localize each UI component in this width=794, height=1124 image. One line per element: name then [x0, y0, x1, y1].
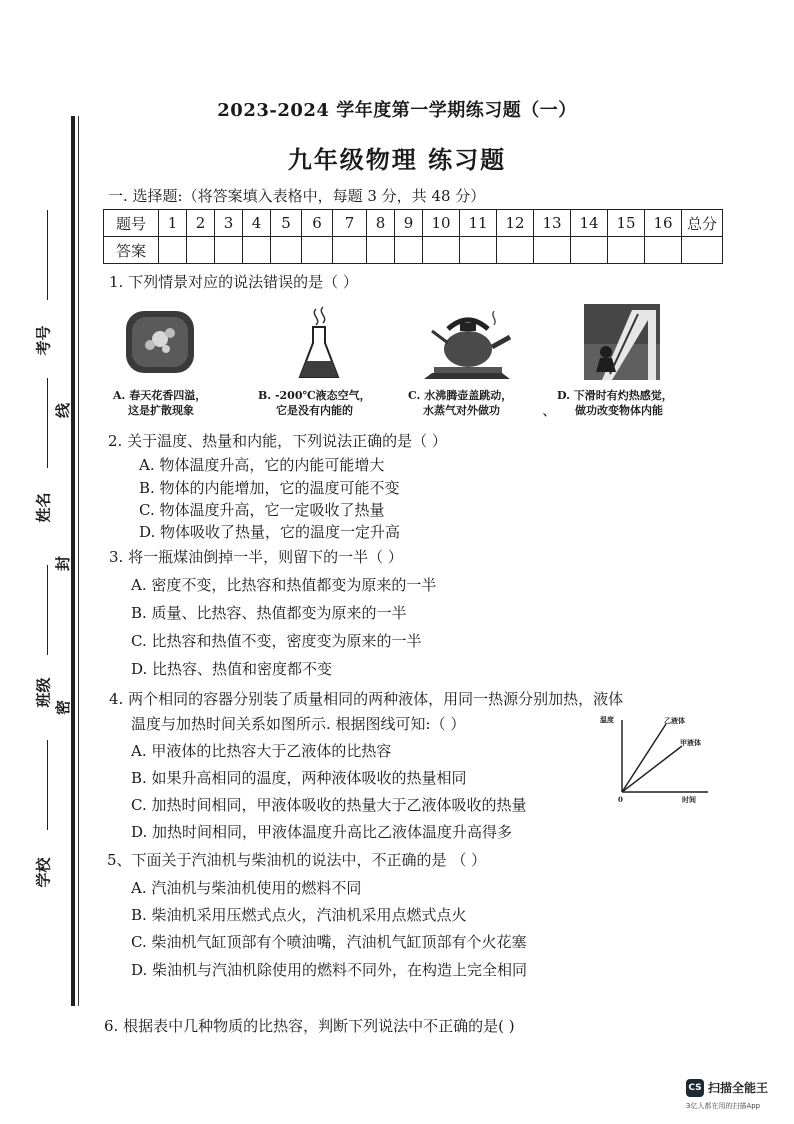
- name-underline: [47, 378, 48, 468]
- option-c-caption: [408, 388, 512, 418]
- answer-cell[interactable]: [608, 237, 645, 264]
- question-number: 4: [243, 210, 271, 237]
- caption-line: 这是扩散现象: [128, 404, 194, 417]
- total-score-cell[interactable]: [682, 237, 723, 264]
- answer-cell[interactable]: [243, 237, 271, 264]
- question-4-stem-line-2: 温度与加热时间关系如图所示. 根据图线可知:（ ）: [131, 715, 466, 733]
- row-label-answer: 答案: [104, 237, 159, 264]
- question-3-option-c: C. 比热容和热值不变，密度变为原来的一半: [131, 632, 422, 650]
- answer-cell[interactable]: [302, 237, 333, 264]
- flower-picture: [122, 305, 198, 377]
- question-5-option-b: B. 柴油机采用压燃式点火，汽油机采用点燃式点火: [131, 906, 467, 924]
- question-number: 3: [215, 210, 243, 237]
- answer-cell[interactable]: [645, 237, 682, 264]
- question-6-stem: 6. 根据表中几种物质的比热容，判断下列说法中不正确的是( ): [104, 1017, 515, 1035]
- question-number: 13: [534, 210, 571, 237]
- kettle-picture: [418, 303, 518, 383]
- question-number: 7: [333, 210, 367, 237]
- question-number: 15: [608, 210, 645, 237]
- question-number: 14: [571, 210, 608, 237]
- question-5-option-d: D. 柴油机与汽油机除使用的燃料不同外，在构造上完全相同: [131, 961, 528, 979]
- caption-line: 水蒸气对外做功: [423, 404, 500, 417]
- seal-mark-line: 线: [54, 402, 73, 419]
- question-2-option-a: A. 物体温度升高，它的内能可能增大: [139, 456, 385, 474]
- slide-picture: [582, 302, 662, 382]
- question-number: 16: [645, 210, 682, 237]
- scanner-app-name: 扫描全能王: [708, 1081, 769, 1095]
- option-b-caption: [258, 388, 371, 418]
- school-label: 学校: [34, 857, 53, 888]
- answer-cell[interactable]: [534, 237, 571, 264]
- scanner-app-tagline: 3亿人都在用的扫描App: [686, 1102, 761, 1110]
- question-4-option-c: C. 加热时间相同，甲液体吸收的热量大于乙液体吸收的热量: [131, 796, 527, 814]
- class-underline: [47, 565, 48, 655]
- exam-no-underline: [47, 210, 48, 300]
- x-axis-label: 时间: [682, 795, 696, 804]
- total-score-label: 总分: [682, 210, 723, 237]
- question-2-option-d: D. 物体吸收了热量，它的温度一定升高: [139, 523, 401, 541]
- caption-line: A. 春天花香四溢，: [113, 389, 207, 402]
- seal-mark-seal: 封: [54, 555, 73, 572]
- option-d-caption: [557, 388, 673, 418]
- question-2-stem: 2. 关于温度、热量和内能，下列说法正确的是（ ）: [108, 432, 447, 450]
- scanner-logo-icon: CS: [686, 1079, 704, 1097]
- stray-mark: 、: [543, 405, 554, 418]
- question-3-option-d: D. 比热容、热值和密度都不变: [131, 660, 333, 678]
- answer-cell[interactable]: [497, 237, 534, 264]
- caption-line: C. 水沸腾壶盖跳动，: [408, 389, 513, 402]
- question-4-option-b: B. 如果升高相同的温度，两种液体吸收的热量相同: [131, 769, 467, 787]
- row-label-number: 题号: [104, 210, 159, 237]
- answer-cell[interactable]: [460, 237, 497, 264]
- answer-cell[interactable]: [367, 237, 395, 264]
- answer-cell[interactable]: [333, 237, 367, 264]
- question-number: 1: [159, 210, 187, 237]
- question-number: 5: [271, 210, 302, 237]
- question-5-stem: 5、下面关于汽油机与柴油机的说法中，不正确的是 （ ）: [107, 851, 487, 869]
- caption-line: 做功改变物体内能: [575, 404, 663, 417]
- exam-no-label: 考号: [34, 325, 53, 356]
- caption-line: B. -200℃液态空气，: [258, 389, 371, 402]
- question-5-option-a: A. 汽油机与柴油机使用的燃料不同: [131, 879, 362, 897]
- name-label: 姓名: [34, 492, 53, 523]
- answer-cell[interactable]: [187, 237, 215, 264]
- question-number: 10: [423, 210, 460, 237]
- question-2-option-c: C. 物体温度升高，它一定吸收了热量: [139, 501, 385, 519]
- answer-table: [103, 209, 723, 264]
- question-3-stem: 3. 将一瓶煤油倒掉一半，则留下的一半（ ）: [109, 548, 403, 566]
- question-5-option-c: C. 柴油机气缸顶部有个喷油嘴，汽油机气缸顶部有个火花塞: [131, 933, 527, 951]
- answer-cell[interactable]: [395, 237, 423, 264]
- binding-line-thin: [78, 116, 79, 1006]
- answer-table-header-row: [104, 210, 723, 237]
- question-4-option-a: A. 甲液体的比热容大于乙液体的比热容: [131, 742, 392, 760]
- line-jia-liquid: [622, 746, 682, 792]
- question-4-stem-line-1: 4. 两个相同的容器分别装了质量相同的两种液体，用同一热源分别加热，液体: [109, 690, 624, 708]
- question-3-option-b: B. 质量、比热容、热值都变为原来的一半: [131, 604, 407, 622]
- flask-picture: [296, 305, 342, 385]
- question-number: 12: [497, 210, 534, 237]
- exam-subtitle: 九年级物理 练习题: [287, 145, 507, 174]
- exam-title: 2023-2024 学年度第一学期练习题（一）: [217, 100, 577, 121]
- caption-line: D. 下滑时有灼热感觉，: [557, 389, 673, 402]
- question-1-stem: 1. 下列情景对应的说法错误的是（ ）: [109, 273, 358, 291]
- question-2-option-b: B. 物体的内能增加，它的温度可能不变: [139, 479, 400, 497]
- question-number: 6: [302, 210, 333, 237]
- option-a-caption: [113, 388, 206, 418]
- question-3-option-a: A. 密度不变，比热容和热值都变为原来的一半: [131, 576, 437, 594]
- question-number: 8: [367, 210, 395, 237]
- answer-cell[interactable]: [423, 237, 460, 264]
- caption-line: 它是没有内能的: [276, 404, 353, 417]
- question-number: 2: [187, 210, 215, 237]
- seal-mark-secret: 密: [54, 699, 73, 716]
- class-label: 班级: [34, 677, 53, 708]
- answer-cell[interactable]: [159, 237, 187, 264]
- answer-cell[interactable]: [271, 237, 302, 264]
- question-4-option-d: D. 加热时间相同，甲液体温度升高比乙液体温度升高得多: [131, 823, 513, 841]
- temperature-time-graph: [596, 712, 716, 804]
- line-yi-liquid: [622, 724, 666, 792]
- section-choice-title: 一. 选择题:（将答案填入表格中，每题 3 分，共 48 分）: [108, 187, 486, 205]
- y-axis-label: 温度: [600, 715, 614, 724]
- series-label-jia: 甲液体: [680, 738, 701, 747]
- series-label-yi: 乙液体: [664, 716, 685, 725]
- school-underline: [47, 740, 48, 830]
- answer-cell[interactable]: [215, 237, 243, 264]
- question-number: 11: [460, 210, 497, 237]
- answer-cell[interactable]: [571, 237, 608, 264]
- answer-table-answer-row: [104, 237, 723, 264]
- origin-label: 0: [618, 795, 623, 804]
- question-number: 9: [395, 210, 423, 237]
